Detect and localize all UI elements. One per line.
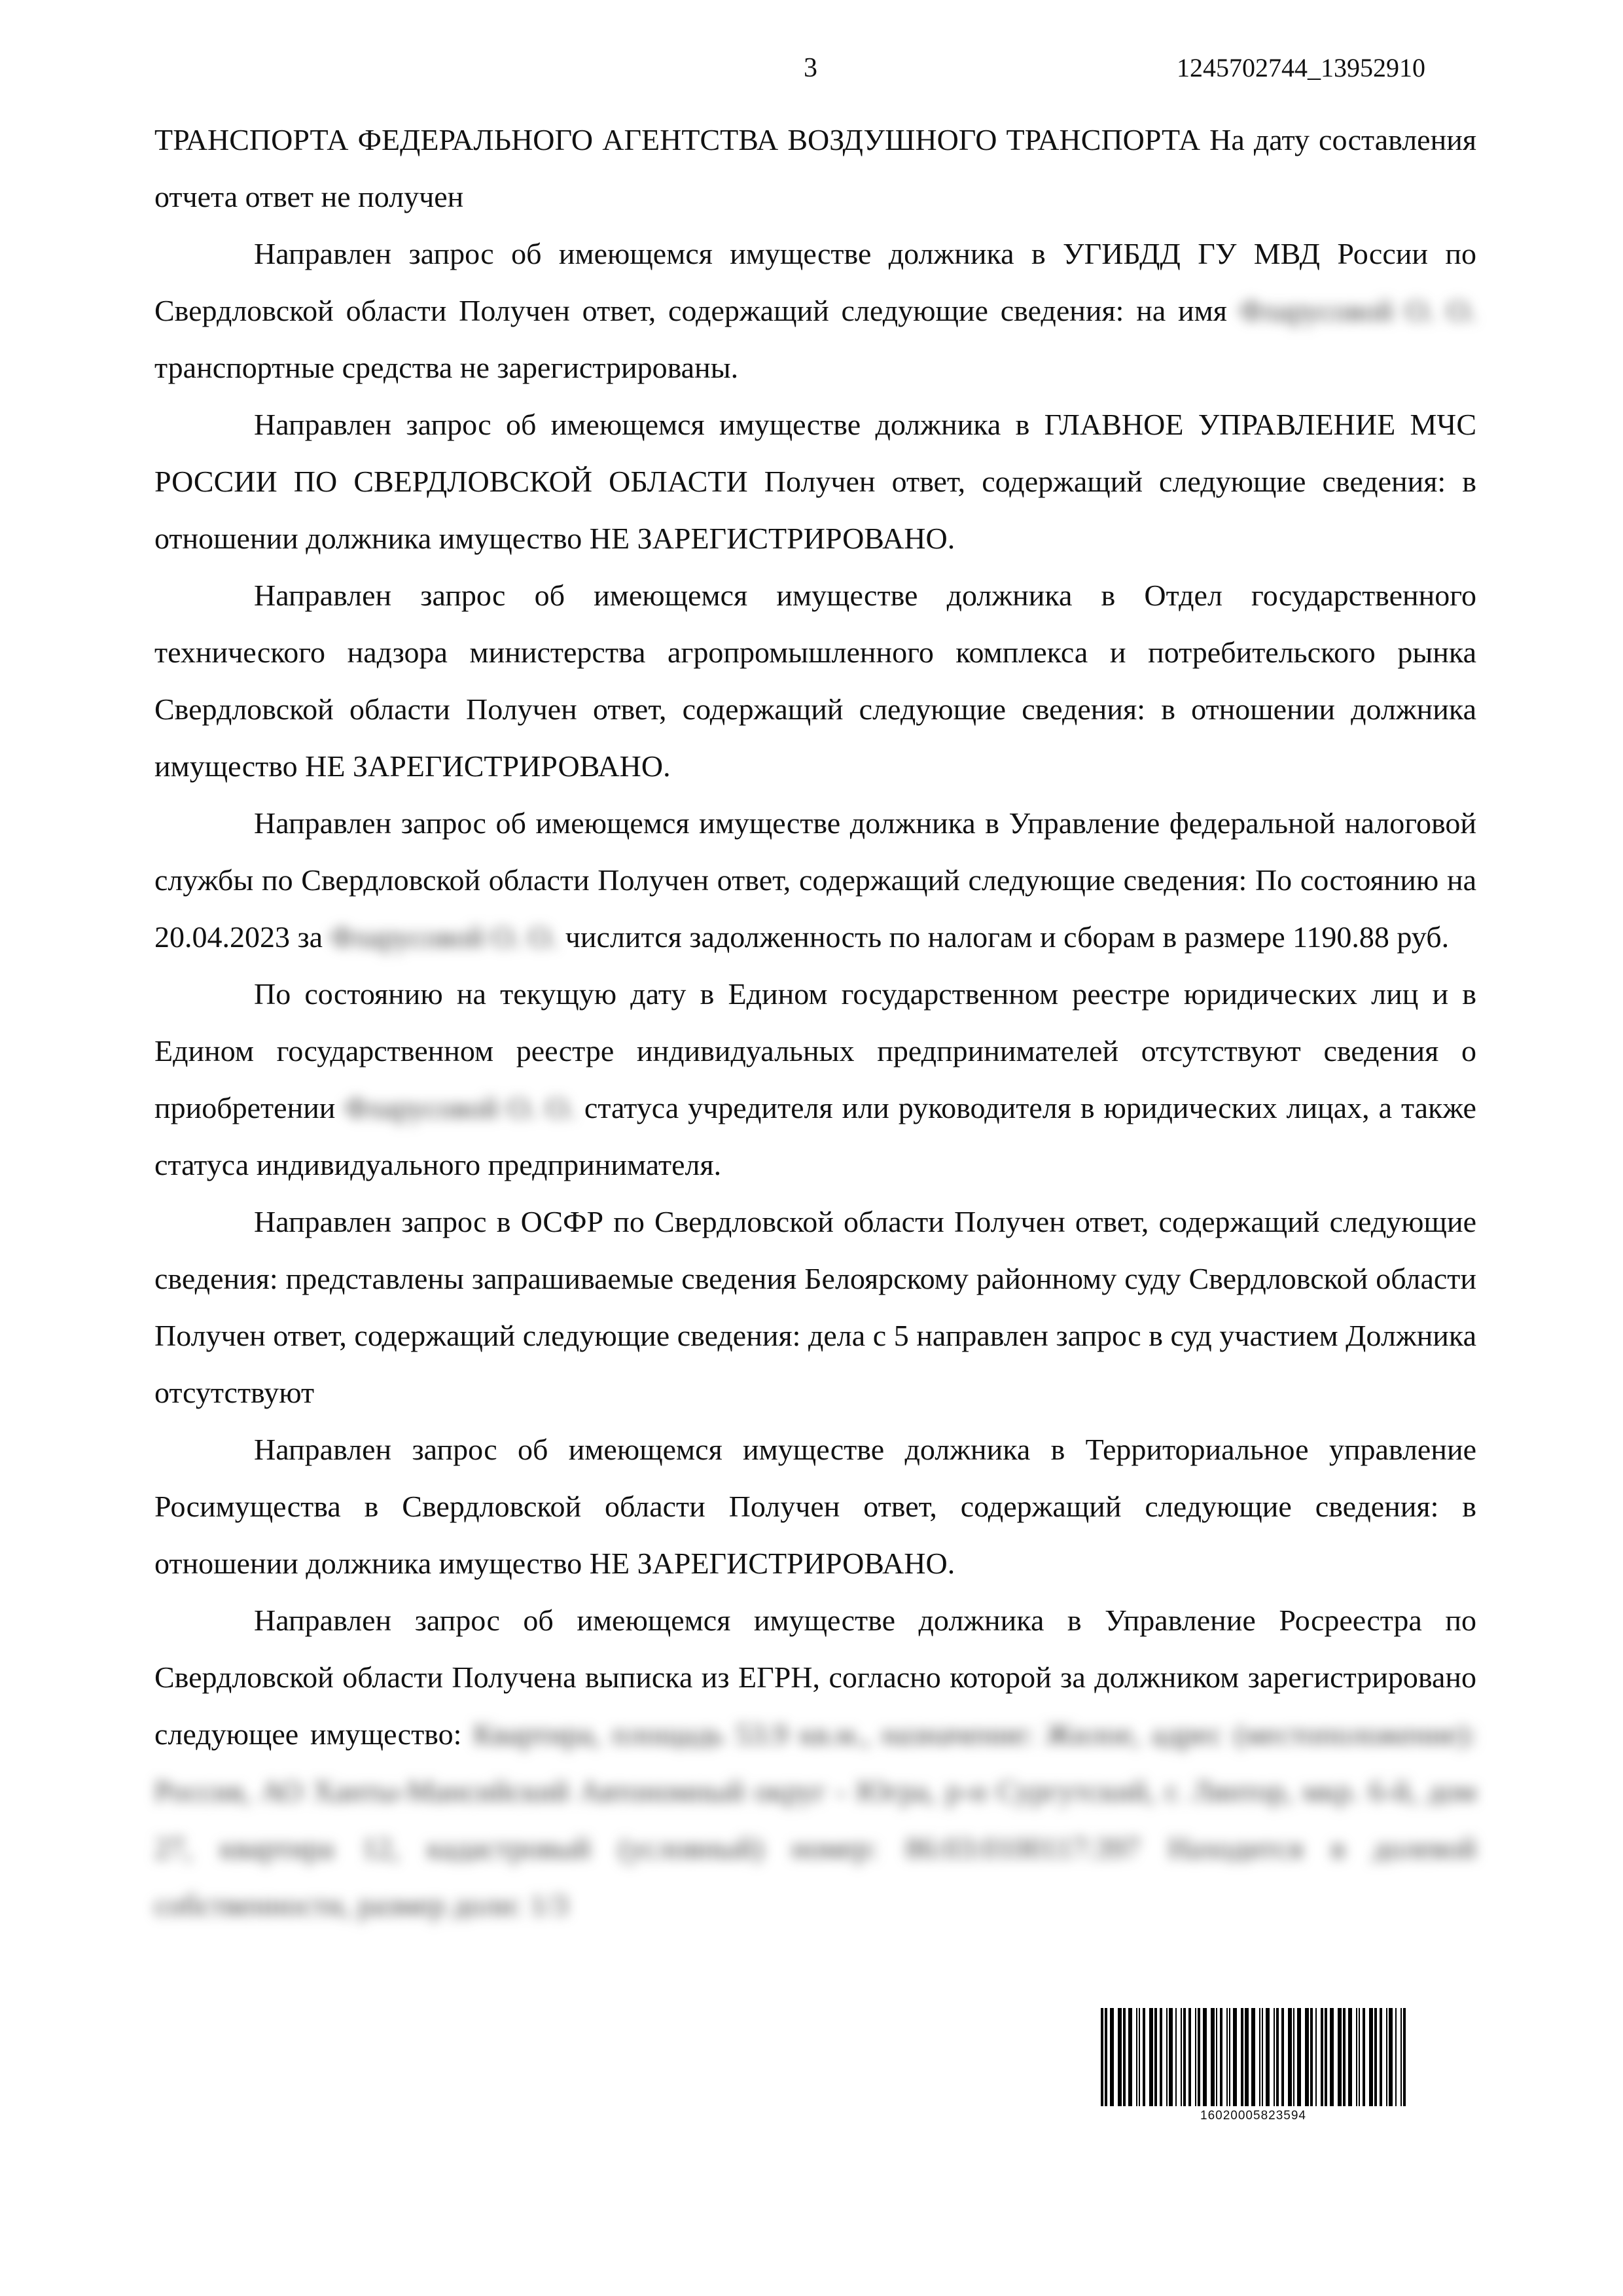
redacted-text: Фларусовой О. О. bbox=[330, 920, 558, 954]
barcode-bar bbox=[1136, 2008, 1137, 2106]
barcode-bar bbox=[1233, 2008, 1237, 2106]
barcode-bar bbox=[1229, 2008, 1230, 2106]
barcode-bar bbox=[1226, 2008, 1228, 2106]
barcode-bar bbox=[1216, 2008, 1217, 2106]
barcode-image bbox=[1099, 2008, 1407, 2106]
paragraph-text: Направлен запрос в ОСФР по Свердловской области Получен ответ, содержащий следующие сведения: представлены запрашиваемые сведения Белоярскому районному суду Свердловской области Получен ответ, содержащий следующие сведения: дела с 5 направлен запрос в суд участием Должника отсутствуют bbox=[154, 1205, 1476, 1409]
page-number: 3 bbox=[804, 53, 817, 83]
barcode-bar bbox=[1245, 2008, 1249, 2106]
barcode-bar bbox=[1251, 2008, 1255, 2106]
barcode-bar bbox=[1220, 2008, 1222, 2106]
paragraph bbox=[154, 396, 1476, 567]
barcode-bar bbox=[1297, 2008, 1301, 2106]
barcode-bar bbox=[1274, 2008, 1275, 2106]
barcode-bar bbox=[1386, 2008, 1387, 2106]
barcode-bar bbox=[1395, 2008, 1397, 2106]
barcode-bar bbox=[1380, 2008, 1382, 2106]
paragraph bbox=[154, 225, 1476, 396]
barcode-bar bbox=[1276, 2008, 1279, 2106]
paragraph-text: статуса учредителя или руководителя в юридических лицах, а также статуса индивидуального предпринимателя. bbox=[154, 1091, 1476, 1181]
barcode-bar bbox=[1359, 2008, 1360, 2106]
paragraph-text: Направлен запрос об имеющемся имуществе должника в УГИБДД ГУ МВД России по Свердловской области Получен ответ, содержащий следующие сведения: на имя bbox=[154, 237, 1476, 327]
barcode-bar bbox=[1154, 2008, 1157, 2106]
barcode-bar bbox=[1195, 2008, 1196, 2106]
barcode-bar bbox=[1281, 2008, 1284, 2106]
barcode-bar bbox=[1338, 2008, 1342, 2106]
paragraph-text: Направлен запрос об имеющемся имуществе должника в Территориальное управление Росимущества в Свердловской области Получен ответ, содержащий следующие сведения: в отношении должника имущество НЕ ЗАРЕГИСТРИРОВАНО. bbox=[154, 1433, 1476, 1580]
paragraph-text: Направлен запрос об имеющемся имуществе должника в ГЛАВНОЕ УПРАВЛЕНИЕ МЧС РОССИИ ПО СВЕРДЛОВСКОЙ ОБЛАСТИ Получен ответ, содержащий следующие сведения: в отношении должника имущество НЕ ЗАРЕГИСТРИРОВАНО. bbox=[154, 408, 1476, 555]
barcode-bar bbox=[1118, 2008, 1122, 2106]
barcode-bar bbox=[1343, 2008, 1346, 2106]
barcode-bar bbox=[1169, 2008, 1173, 2106]
barcode-bar bbox=[1288, 2008, 1292, 2106]
barcode-bar bbox=[1139, 2008, 1140, 2106]
barcode-bar bbox=[1188, 2008, 1191, 2106]
redacted-text: Квартира, площадь 53.9 кв.м., назначение: Жилое, адрес (местоположение): Россия, АО Ханты-Мансийский Автономный округ - Югра, р-н Сургутский, г. Лянтор, мкр. 6-й, дом 27, квартира 12, кадастровый (условный) номер: 86:03:0100117:397 Находится в долевой собственности, размер доли: 1/3 bbox=[154, 1717, 1477, 1922]
barcode-bar bbox=[1128, 2008, 1132, 2106]
barcode-bar bbox=[1101, 2008, 1103, 2106]
paragraph-text: По состоянию на текущую дату в Едином государственном реестре юридических лиц и в Едином государственном реестре индивидуальных предпринимателей отсутствуют сведения о приобретении bbox=[154, 977, 1476, 1124]
paragraph-text: транспортные средства не зарегистрированы. bbox=[154, 351, 739, 384]
barcode-bar bbox=[1374, 2008, 1377, 2106]
barcode-bar bbox=[1266, 2008, 1270, 2106]
document-body bbox=[154, 111, 1476, 1933]
barcode-bar bbox=[1166, 2008, 1168, 2106]
paragraph bbox=[154, 965, 1476, 1193]
barcode-bar bbox=[1330, 2008, 1334, 2106]
paragraph bbox=[154, 1193, 1476, 1421]
barcode-bar bbox=[1198, 2008, 1200, 2106]
barcode-bar bbox=[1160, 2008, 1162, 2106]
barcode-bar bbox=[1149, 2008, 1153, 2106]
paragraph-text: ТРАНСПОРТА ФЕДЕРАЛЬНОГО АГЕНТСТВА ВОЗДУШНОГО ТРАНСПОРТА На дату составления отчета ответ не получен bbox=[154, 123, 1476, 213]
barcode-bar bbox=[1348, 2008, 1352, 2106]
barcode-bar bbox=[1262, 2008, 1263, 2106]
paragraph bbox=[154, 795, 1476, 965]
barcode-bar bbox=[1389, 2008, 1393, 2106]
barcode-bar bbox=[1293, 2008, 1294, 2106]
barcode bbox=[1099, 2008, 1407, 2123]
barcode-bar bbox=[1400, 2008, 1402, 2106]
barcode-bar bbox=[1305, 2008, 1309, 2106]
barcode-bar bbox=[1211, 2008, 1215, 2106]
paragraph bbox=[154, 1421, 1476, 1592]
barcode-bar bbox=[1183, 2008, 1186, 2106]
paragraph-text: числится задолженность по налогам и сборам в размере 1190.88 руб. bbox=[558, 920, 1450, 954]
barcode-bar bbox=[1310, 2008, 1313, 2106]
barcode-bar bbox=[1203, 2008, 1207, 2106]
barcode-bar bbox=[1123, 2008, 1126, 2106]
barcode-bar bbox=[1110, 2008, 1114, 2106]
barcode-bar bbox=[1403, 2008, 1406, 2106]
redacted-text: Фларусовой О. О. bbox=[1239, 294, 1476, 327]
barcode-bar bbox=[1181, 2008, 1182, 2106]
barcode-bar bbox=[1321, 2008, 1323, 2106]
barcode-bar bbox=[1143, 2008, 1145, 2106]
barcode-number: 16020005823594 bbox=[1200, 2109, 1306, 2123]
document-id: 1245702744_13952910 bbox=[1177, 53, 1425, 82]
paragraph-text: Направлен запрос об имеющемся имуществе должника в Управление Росреестра по Свердловской области Получена выписка из ЕГРН, согласно которой за должником зарегистрировано следующее имущество: bbox=[154, 1604, 1476, 1751]
paragraph-text: Направлен запрос об имеющемся имуществе должника в Управление федеральной налоговой службы по Свердловской области Получен ответ, содержащий следующие сведения: По состоянию на 20.04.2023 за bbox=[154, 806, 1476, 954]
barcode-bar bbox=[1369, 2008, 1373, 2106]
paragraph-text: Направлен запрос об имеющемся имуществе должника в Отдел государственного технического надзора министерства агропромышленного комплекса и потребительского рынка Свердловской области Получен ответ, содержащий следующие сведения: в отношении должника имущество НЕ ЗАРЕГИСТРИРОВАНО. bbox=[154, 579, 1476, 783]
barcode-bar bbox=[1315, 2008, 1317, 2106]
barcode-bar bbox=[1259, 2008, 1260, 2106]
barcode-bar bbox=[1175, 2008, 1177, 2106]
paragraph bbox=[154, 111, 1476, 225]
paragraph bbox=[154, 567, 1476, 795]
barcode-bar bbox=[1325, 2008, 1327, 2106]
redacted-text: Фларусовой О. О. bbox=[344, 1091, 575, 1124]
paragraph bbox=[154, 1592, 1476, 1933]
barcode-bar bbox=[1363, 2008, 1365, 2106]
barcode-bar bbox=[1356, 2008, 1357, 2106]
barcode-bar bbox=[1241, 2008, 1243, 2106]
barcode-bar bbox=[1105, 2008, 1107, 2106]
